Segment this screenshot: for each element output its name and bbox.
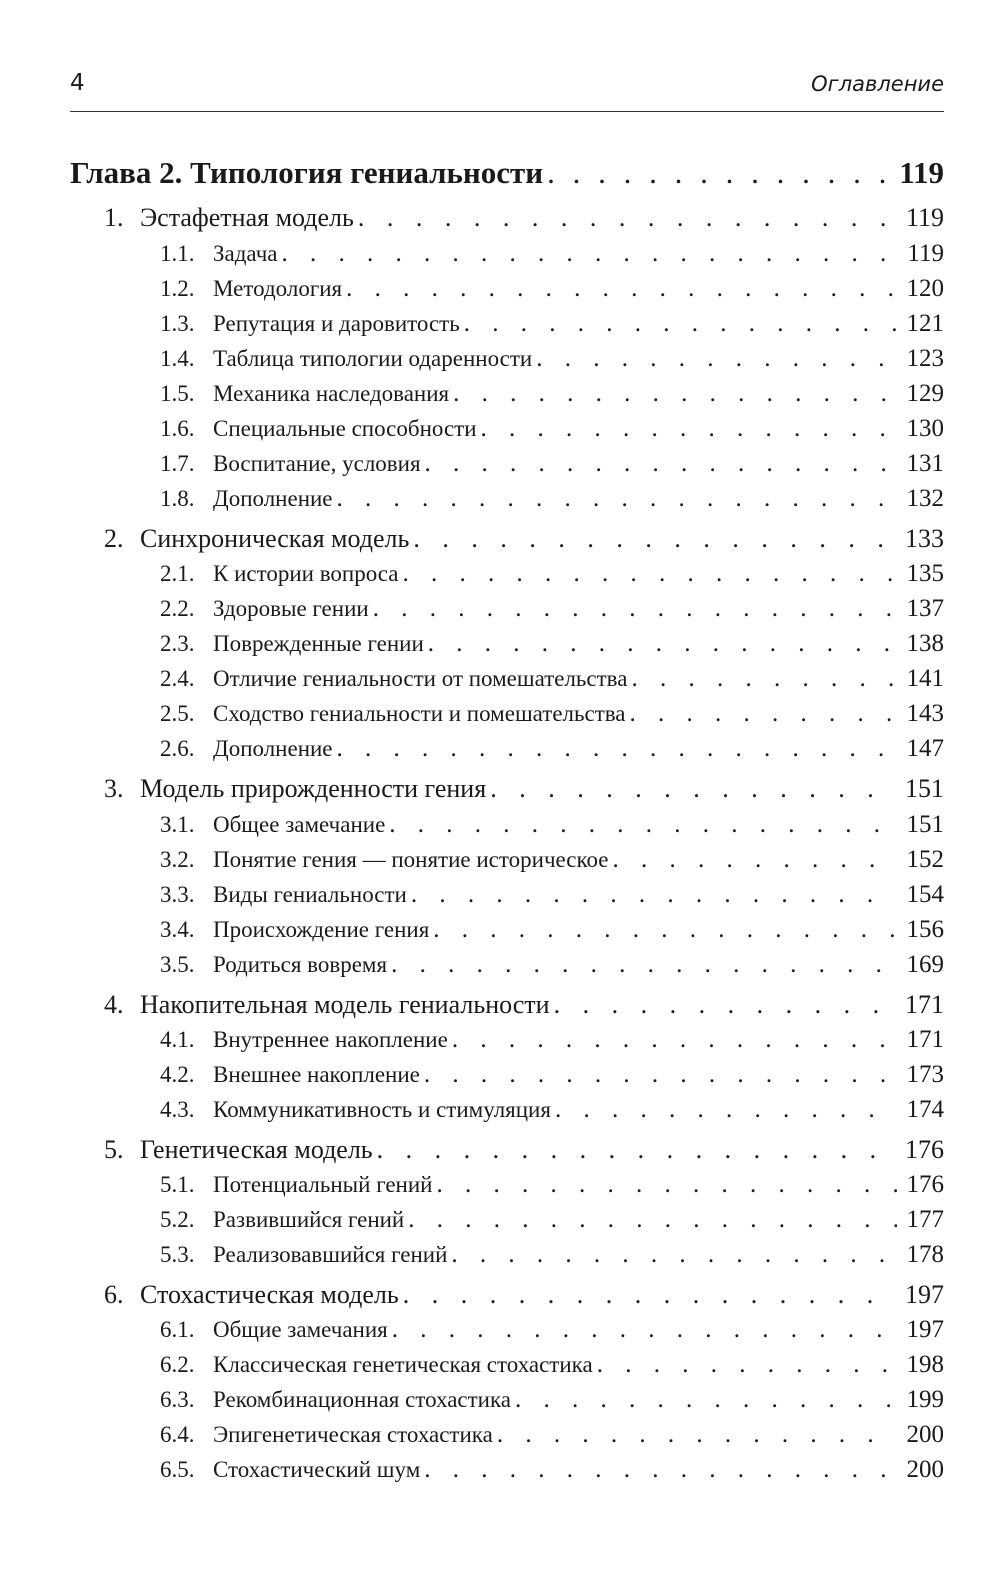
- subsection-label: 6.1.: [160, 1317, 195, 1342]
- dot-leader: [497, 1421, 897, 1449]
- subsection-page: 130: [906, 415, 944, 442]
- subsection-page: 173: [906, 1061, 944, 1088]
- dot-leader: [464, 310, 897, 338]
- subsection-label: 2.4.: [160, 666, 195, 691]
- subsection-label: 1.5.: [160, 381, 195, 406]
- subsection-label: 6.2.: [160, 1352, 195, 1377]
- subsection-page: 151: [906, 811, 944, 838]
- dot-leader: [536, 345, 896, 373]
- subsection-title: Потенциальный гений: [213, 1172, 433, 1197]
- subsection-label: 1.8.: [160, 486, 195, 511]
- subsection-page: 132: [906, 485, 944, 512]
- subsection-entry[interactable]: [160, 1241, 944, 1269]
- dot-leader: [436, 1171, 896, 1199]
- subsection-page: 174: [906, 1096, 944, 1123]
- subsection-label: 1.4.: [160, 346, 195, 371]
- subsection-label: 5.3.: [160, 1242, 195, 1267]
- subsection-entry[interactable]: [160, 951, 944, 979]
- subsection-title: Общие замечания: [213, 1317, 388, 1342]
- subsection-page: 123: [906, 345, 944, 372]
- subsection-label: 1.6.: [160, 416, 195, 441]
- subsection-label: 5.2.: [160, 1207, 195, 1232]
- subsection-page: 137: [906, 595, 944, 622]
- dot-leader: [451, 1241, 896, 1269]
- subsection-title: Отличие гениальности от помешательства: [213, 666, 628, 691]
- dot-leader: [403, 1280, 895, 1310]
- chapter-title: Типология гениальности: [190, 155, 544, 190]
- section-page: 119: [905, 203, 944, 232]
- subsection-label: 3.5.: [160, 952, 195, 977]
- subsection-entry[interactable]: [160, 1456, 944, 1484]
- subsection-entry[interactable]: [160, 1026, 944, 1054]
- subsection-label: 3.1.: [160, 812, 195, 837]
- subsection-entry[interactable]: [160, 485, 944, 513]
- subsection-label: 3.2.: [160, 847, 195, 872]
- dot-leader: [337, 485, 897, 513]
- subsection-title: Виды гениальности: [213, 882, 407, 907]
- subsection-entry[interactable]: [160, 345, 944, 373]
- dot-leader: [452, 1026, 897, 1054]
- dot-leader: [391, 951, 896, 979]
- subsection-title: Методология: [213, 276, 343, 301]
- section-entry[interactable]: [104, 524, 944, 554]
- section-entry[interactable]: [104, 1135, 944, 1165]
- subsection-title: Поврежденные гении: [213, 631, 424, 656]
- dot-leader: [425, 450, 897, 478]
- section-entry[interactable]: [104, 990, 944, 1020]
- dot-leader: [389, 811, 896, 839]
- section-label: 5.: [104, 1135, 124, 1164]
- subsection-entry[interactable]: [160, 415, 944, 443]
- subsection-title: Репутация и даровитость: [213, 311, 460, 336]
- subsection-title: Общее замечание: [213, 812, 386, 837]
- dot-leader: [408, 1206, 896, 1234]
- subsection-entry[interactable]: [160, 380, 944, 408]
- dot-leader: [433, 916, 896, 944]
- dot-leader: [424, 1456, 896, 1484]
- subsection-label: 2.2.: [160, 596, 195, 621]
- subsection-page: 200: [906, 1456, 944, 1483]
- subsection-label: 1.2.: [160, 276, 195, 301]
- section-label: 6.: [104, 1280, 124, 1309]
- subsection-entry[interactable]: [160, 1421, 944, 1449]
- subsection-title: Сходство гениальности и помешательства: [213, 701, 626, 726]
- subsection-title: Рекомбинационная стохастика: [213, 1387, 512, 1412]
- subsection-entry[interactable]: [160, 846, 944, 874]
- subsection-label: 4.2.: [160, 1062, 195, 1087]
- subsection-page: 199: [906, 1386, 944, 1413]
- subsection-entry[interactable]: [160, 450, 944, 478]
- subsection-title: Здоровые гении: [213, 596, 369, 621]
- subsection-title: Стохастический шум: [213, 1457, 421, 1482]
- chapter-entry[interactable]: [70, 155, 944, 191]
- dot-leader: [453, 380, 896, 408]
- subsection-entry[interactable]: [160, 1351, 944, 1379]
- subsection-page: 177: [906, 1206, 944, 1233]
- subsection-entry[interactable]: [160, 665, 944, 693]
- dot-leader: [373, 595, 897, 623]
- subsection-page: 171: [906, 1026, 944, 1053]
- section-label: 4.: [104, 990, 124, 1019]
- subsection-label: 4.1.: [160, 1027, 195, 1052]
- subsection-label: 6.5.: [160, 1457, 195, 1482]
- subsection-page: 135: [906, 560, 944, 587]
- chapter-label: Глава 2.: [70, 155, 183, 190]
- dot-leader: [424, 1061, 897, 1089]
- section-page: 151: [905, 774, 944, 803]
- subsection-label: 6.4.: [160, 1422, 195, 1447]
- subsection-page: 169: [906, 951, 944, 978]
- subsection-label: 2.6.: [160, 736, 195, 761]
- subsection-title: Таблица типологии одаренности: [213, 346, 533, 371]
- subsection-page: 141: [906, 665, 944, 692]
- dot-leader: [481, 415, 897, 443]
- dot-leader: [490, 774, 895, 804]
- subsection-entry[interactable]: [160, 700, 944, 728]
- subsection-label: 2.3.: [160, 631, 195, 656]
- dot-leader: [555, 1096, 897, 1124]
- subsection-page: 120: [906, 275, 944, 302]
- subsection-page: 197: [906, 1316, 944, 1343]
- section-title: Накопительная модель гениальности: [140, 990, 550, 1019]
- dot-leader: [413, 524, 895, 554]
- subsection-title: Развившийся гений: [213, 1207, 405, 1232]
- subsection-entry[interactable]: [160, 735, 944, 763]
- subsection-title: Реализовавшийся гений: [213, 1242, 448, 1267]
- subsection-page: 131: [906, 450, 944, 477]
- section-label: 3.: [104, 774, 124, 803]
- subsection-page: 138: [906, 630, 944, 657]
- chapter-page: 119: [899, 155, 944, 190]
- subsection-entry[interactable]: [160, 1206, 944, 1234]
- subsection-title: Происхождение гения: [213, 917, 430, 942]
- subsection-page: 129: [906, 380, 944, 407]
- dot-leader: [515, 1386, 896, 1414]
- subsection-title: Понятие гения — понятие историческое: [213, 847, 609, 872]
- subsection-page: 156: [906, 916, 944, 943]
- subsection-entry[interactable]: [160, 1096, 944, 1124]
- section-label: 2.: [104, 524, 124, 553]
- running-title: Оглавление: [811, 72, 944, 96]
- subsection-label: 3.3.: [160, 882, 195, 907]
- subsection-title: Задача: [213, 241, 278, 266]
- section-entry[interactable]: [104, 1280, 944, 1310]
- section-label: 1.: [104, 203, 124, 232]
- subsection-page: 143: [906, 700, 944, 727]
- subsection-entry[interactable]: [160, 560, 944, 588]
- dot-leader: [613, 846, 897, 874]
- dot-leader: [392, 1316, 897, 1344]
- section-page: 176: [905, 1135, 944, 1164]
- dot-leader: [428, 630, 897, 658]
- subsection-label: 4.3.: [160, 1097, 195, 1122]
- subsection-label: 5.1.: [160, 1172, 195, 1197]
- subsection-title: Внешнее накопление: [213, 1062, 420, 1087]
- subsection-entry[interactable]: [160, 916, 944, 944]
- subsection-page: 152: [906, 846, 944, 873]
- dot-leader: [346, 275, 896, 303]
- subsection-page: 178: [906, 1241, 944, 1268]
- subsection-title: Коммуникативность и стимуляция: [213, 1097, 551, 1122]
- section-page: 133: [905, 524, 944, 553]
- subsection-label: 1.7.: [160, 451, 195, 476]
- dot-leader: [411, 881, 897, 909]
- subsection-title: К истории вопроса: [213, 561, 399, 586]
- subsection-entry[interactable]: [160, 811, 944, 839]
- dot-leader: [547, 155, 889, 191]
- dot-leader: [597, 1351, 897, 1379]
- subsection-label: 1.3.: [160, 311, 195, 336]
- subsection-page: 119: [907, 240, 944, 267]
- dot-leader: [358, 203, 896, 233]
- dot-leader: [631, 665, 896, 693]
- subsection-title: Эпигенетическая стохастика: [213, 1422, 493, 1447]
- subsection-title: Дополнение: [213, 486, 333, 511]
- subsection-entry[interactable]: [160, 1061, 944, 1089]
- subsection-title: Дополнение: [213, 736, 333, 761]
- dot-leader: [377, 1135, 895, 1165]
- dot-leader: [630, 700, 897, 728]
- page-header: [70, 70, 944, 106]
- subsection-title: Воспитание, условия: [213, 451, 421, 476]
- subsection-page: 147: [906, 735, 944, 762]
- subsection-title: Специальные способности: [213, 416, 477, 441]
- subsection-entry[interactable]: [160, 275, 944, 303]
- subsection-page: 198: [906, 1351, 944, 1378]
- section-title: Генетическая модель: [140, 1135, 373, 1164]
- dot-leader: [554, 990, 895, 1020]
- section-entry[interactable]: [104, 774, 944, 804]
- section-title: Стохастическая модель: [140, 1280, 399, 1309]
- section-title: Синхроническая модель: [140, 524, 410, 553]
- header-rule: [70, 111, 944, 112]
- subsection-label: 3.4.: [160, 917, 195, 942]
- section-title: Модель прирожденности гения: [140, 774, 487, 803]
- subsection-page: 200: [906, 1421, 944, 1448]
- page-number: 4: [70, 70, 85, 96]
- subsection-label: 2.5.: [160, 701, 195, 726]
- subsection-page: 176: [906, 1171, 944, 1198]
- subsection-entry[interactable]: [160, 310, 944, 338]
- section-entry[interactable]: [104, 203, 944, 233]
- subsection-entry[interactable]: [160, 1316, 944, 1344]
- dot-leader: [403, 560, 897, 588]
- dot-leader: [282, 240, 898, 268]
- subsection-entry[interactable]: [160, 595, 944, 623]
- section-page: 197: [905, 1280, 944, 1309]
- subsection-page: 121: [906, 310, 944, 337]
- subsection-title: Внутреннее накопление: [213, 1027, 448, 1052]
- subsection-title: Родиться вовремя: [213, 952, 388, 977]
- section-title: Эстафетная модель: [140, 203, 354, 232]
- subsection-entry[interactable]: [160, 240, 944, 268]
- subsection-page: 154: [906, 881, 944, 908]
- subsection-entry[interactable]: [160, 630, 944, 658]
- subsection-entry[interactable]: [160, 881, 944, 909]
- subsection-label: 2.1.: [160, 561, 195, 586]
- subsection-title: Механика наследования: [213, 381, 450, 406]
- subsection-label: 6.3.: [160, 1387, 195, 1412]
- subsection-label: 1.1.: [160, 241, 195, 266]
- subsection-entry[interactable]: [160, 1386, 944, 1414]
- section-page: 171: [905, 990, 944, 1019]
- subsection-entry[interactable]: [160, 1171, 944, 1199]
- subsection-title: Классическая генетическая стохастика: [213, 1352, 593, 1377]
- dot-leader: [337, 735, 897, 763]
